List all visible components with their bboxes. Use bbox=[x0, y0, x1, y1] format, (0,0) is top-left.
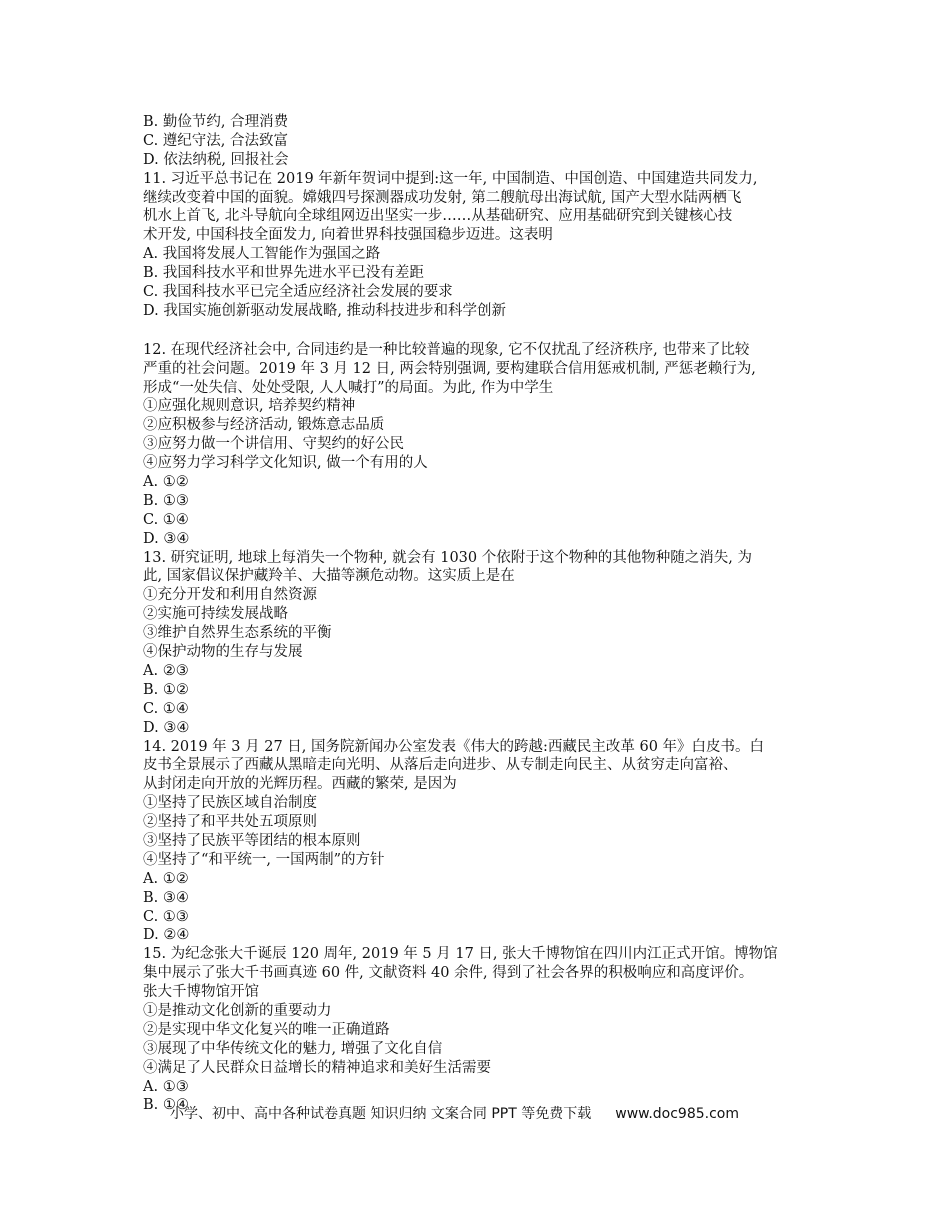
option-line: A. ①③ bbox=[143, 1078, 189, 1095]
question-14-line: 14. 2019 年 3 月 27 日, 国务院新闻办公室发表《伟大的跨越:西藏民主改革 60 年》白皮书。白 bbox=[143, 738, 765, 755]
statement-line: ④应努力学习科学文化知识, 做一个有用的人 bbox=[143, 455, 428, 472]
question-14-line: 皮书全景展示了西藏从黑暗走向光明、从落后走向进步、从专制走向民主、从贫穷走向富裕、 bbox=[143, 757, 738, 774]
option-line: D. 我国实施创新驱动发展战略, 推动科技进步和科学创新 bbox=[143, 302, 507, 319]
question-13-line: 此, 国家倡议保护藏羚羊、大描等濒危动物。这实质上是在 bbox=[143, 568, 515, 585]
question-12-line: 形成“一处失信、处处受限, 人人喊打”的局面。为此, 作为中学生 bbox=[143, 379, 554, 396]
option-line: C. ①④ bbox=[143, 511, 189, 528]
option-line: C. ①④ bbox=[143, 700, 189, 717]
statement-line: ②是实现中华文化复兴的唯一正确道路 bbox=[143, 1021, 390, 1038]
question-15-line: 张大千博物馆开馆 bbox=[143, 984, 259, 1001]
option-line: B. 我国科技水平和世界先进水平已没有差距 bbox=[143, 265, 424, 282]
text-line: C. 遵纪守法, 合法致富 bbox=[143, 132, 289, 149]
question-11-line: 11. 习近平总书记在 2019 年新年贺词中提到:这一年, 中国制造、中国创造、中国建造共同发力, bbox=[143, 170, 758, 187]
option-line: C. ①③ bbox=[143, 908, 189, 925]
option-line: B. ①④ bbox=[143, 1097, 189, 1114]
statement-line: ①坚持了民族区域自治制度 bbox=[143, 795, 317, 812]
option-line: D. ③④ bbox=[143, 530, 190, 547]
option-line: D. ③④ bbox=[143, 719, 190, 736]
statement-line: ④满足了人民群众日益增长的精神追求和美好生活需要 bbox=[143, 1059, 491, 1076]
option-line: C. 我国科技水平已完全适应经济社会发展的要求 bbox=[143, 284, 453, 301]
statement-line: ①充分开发和利用自然资源 bbox=[143, 587, 317, 604]
text-block-2 bbox=[143, 341, 823, 1116]
question-12-line: 12. 在现代经济社会中, 合同违约是一种比较普遍的现象, 它不仅扰乱了经济秩序, 也带来了比较 bbox=[143, 341, 750, 358]
option-line: A. 我国将发展人工智能作为强国之路 bbox=[143, 246, 381, 263]
option-line: A. ②③ bbox=[143, 662, 189, 679]
option-line: B. ①② bbox=[143, 681, 189, 698]
statement-line: ②实施可持续发展战略 bbox=[143, 606, 288, 623]
statement-line: ④坚持了“和平统一, 一国两制”的方针 bbox=[143, 851, 385, 868]
option-line: D. ②④ bbox=[143, 927, 190, 944]
option-line: A. ①② bbox=[143, 474, 189, 491]
footer-text: 小学、初中、高中各种试卷真题 知识归纳 文案合同 PPT 等免费下载 bbox=[170, 1106, 592, 1122]
statement-line: ①应强化规则意识, 培养契约精神 bbox=[143, 398, 356, 415]
statement-line: ②应积极参与经济活动, 锻炼意志品质 bbox=[143, 417, 385, 434]
question-14-line: 从封闭走向开放的光辉历程。西藏的繁荣, 是因为 bbox=[143, 776, 457, 793]
option-line: B. ①③ bbox=[143, 492, 189, 509]
option-line: A. ①② bbox=[143, 870, 189, 887]
statement-line: ③坚持了民族平等团结的根本原则 bbox=[143, 832, 361, 849]
question-12-line: 严重的社会问题。2019 年 3 月 12 日, 两会特别强调, 要构建联合信用惩戒机制, 严惩老赖行为, bbox=[143, 360, 756, 377]
statement-line: ②坚持了和平共处五项原则 bbox=[143, 814, 317, 831]
statement-line: ③应努力做一个讲信用、守契约的好公民 bbox=[143, 436, 404, 453]
question-15-line: 集中展示了张大千书画真迹 60 件, 文献资料 40 余件, 得到了社会各界的积极响应和高度评价。 bbox=[143, 965, 754, 982]
question-15-line: 15. 为纪念张大千诞辰 120 周年, 2019 年 5 月 17 日, 张大千博物馆在四川内江正式开馆。博物馆 bbox=[143, 946, 778, 963]
text-line: D. 依法纳税, 回报社会 bbox=[143, 151, 289, 168]
statement-line: ③维护自然界生态系统的平衡 bbox=[143, 625, 332, 642]
question-11-line: 术开发, 中国科技全面发力, 向着世界科技强国稳步迈进。这表明 bbox=[143, 227, 553, 244]
document-body bbox=[143, 113, 823, 1115]
paragraph-gap bbox=[143, 321, 823, 341]
text-block-1 bbox=[143, 113, 823, 321]
question-11-line: 继续改变着中国的面貌。嫦娥四号探测器成功发射, 第二艘航母出海试航, 国产大型水陆两栖飞 bbox=[143, 189, 742, 206]
question-13-line: 13. 研究证明, 地球上每消失一个物种, 就会有 1030 个依附于这个物种的其他物种随之消失, 为 bbox=[143, 549, 752, 566]
statement-line: ③展现了中华传统文化的魅力, 增强了文化自信 bbox=[143, 1040, 443, 1057]
statement-line: ①是推动文化创新的重要动力 bbox=[143, 1002, 332, 1019]
footer-url: www.doc985.com bbox=[615, 1106, 739, 1122]
text-line: B. 勤俭节约, 合理消费 bbox=[143, 114, 289, 130]
page-footer bbox=[170, 1104, 810, 1124]
option-line: B. ③④ bbox=[143, 889, 189, 906]
question-11-line: 机水上首飞, 北斗导航向全球组网迈出坚实一步……从基础研究、应用基础研究到关键核心技 bbox=[143, 208, 733, 225]
statement-line: ④保护动物的生存与发展 bbox=[143, 644, 303, 661]
